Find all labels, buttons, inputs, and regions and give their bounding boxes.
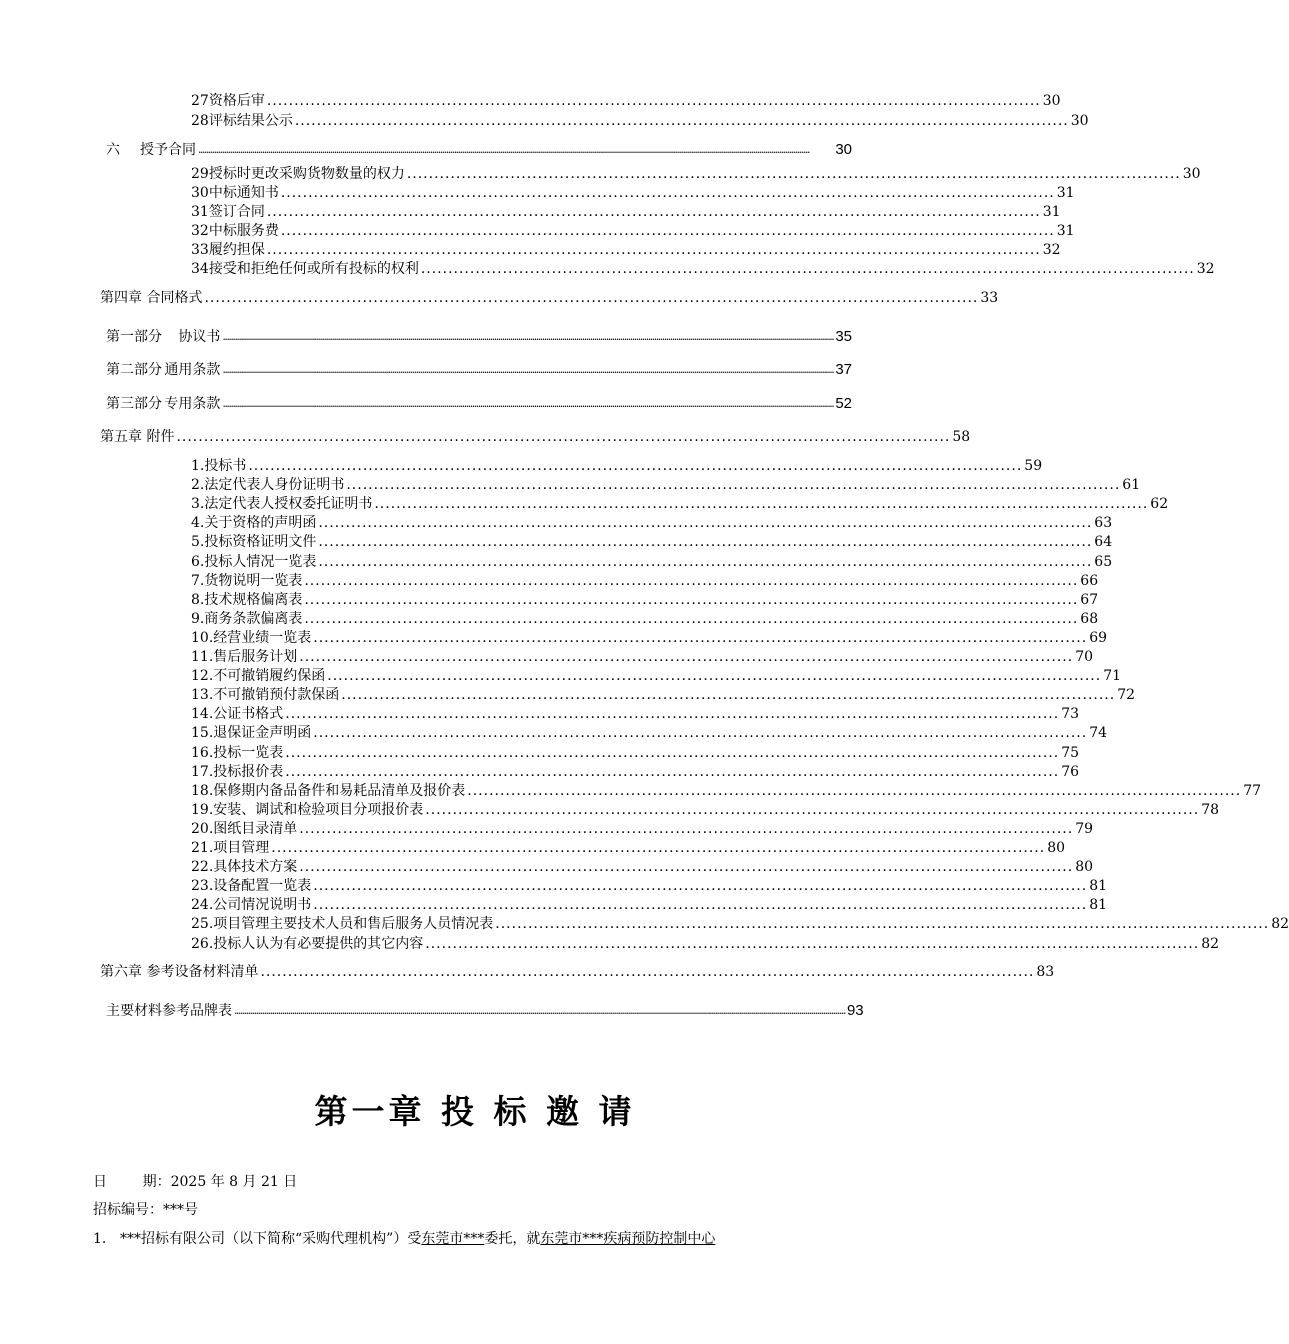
tender-number-value: ***号 xyxy=(163,1202,198,1218)
toc-title: 技术规格偏离表 xyxy=(204,592,303,608)
toc-number: 19. xyxy=(191,802,214,818)
leader-dots: .............................................................................................................................................. xyxy=(420,261,1195,277)
toc-title: 图纸目录清单 xyxy=(213,821,298,837)
toc-number: 4. xyxy=(191,515,205,531)
toc-entry[interactable] xyxy=(191,763,1080,781)
leader-dots: .............................................................................................................................................. xyxy=(299,859,1074,875)
toc-title: 法定代表人身份证明书 xyxy=(204,477,345,493)
toc-entry[interactable] xyxy=(191,533,1113,551)
date-label: 日 期： xyxy=(93,1174,171,1190)
toc-page: 69 xyxy=(1089,630,1108,646)
toc-page: 82 xyxy=(1271,916,1289,932)
toc-title: 公证书格式 xyxy=(213,706,284,722)
toc-number: 23. xyxy=(191,878,214,894)
toc-number: 28 xyxy=(191,113,209,129)
leader-dots: .............................................................................................................................................. xyxy=(280,223,1055,239)
leader-dots: .............................................................................................................................................. xyxy=(318,554,1093,570)
toc-page: 82 xyxy=(1201,936,1220,952)
toc-number: 13. xyxy=(191,687,214,703)
toc-number: 17. xyxy=(191,764,214,780)
paragraph-number: 1. xyxy=(93,1231,107,1247)
toc-number: 8. xyxy=(191,592,205,608)
toc-page: 52 xyxy=(835,395,852,412)
toc-title: 第五章 附件 xyxy=(100,429,175,445)
toc-number: 25. xyxy=(191,916,214,932)
toc-number: 16. xyxy=(191,745,214,761)
tender-number-line xyxy=(93,1200,198,1220)
toc-entry[interactable] xyxy=(191,260,1215,278)
toc-entry[interactable] xyxy=(191,241,1061,259)
leader-dots: .............................................................................................................................................. xyxy=(327,668,1102,684)
toc-page: 81 xyxy=(1089,878,1108,894)
toc-page: 78 xyxy=(1201,802,1220,818)
toc-title: 第四章 合同格式 xyxy=(100,290,203,306)
toc-title: 资格后审 xyxy=(208,93,265,109)
leader-dots: .............................................................................................................................................. xyxy=(467,783,1242,799)
toc-entry[interactable] xyxy=(191,514,1113,532)
leader-dots: .............................................................................................................................................. xyxy=(285,706,1060,722)
toc-page: 31 xyxy=(1042,204,1061,220)
toc-section[interactable] xyxy=(106,395,852,413)
toc-number: 26. xyxy=(191,936,214,952)
toc-entry[interactable] xyxy=(191,184,1075,202)
toc-title: 履约担保 xyxy=(208,242,265,258)
leader-dots: .............................................................................................................................................. xyxy=(341,687,1116,703)
toc-page: 62 xyxy=(1150,496,1169,512)
leader-dots: .............................................................................................................................................. xyxy=(304,592,1079,608)
toc-number: 22. xyxy=(191,859,214,875)
toc-title: 接受和拒绝任何或所有投标的权利 xyxy=(208,261,419,277)
toc-page: 74 xyxy=(1089,725,1108,741)
toc-number: 30 xyxy=(191,185,209,201)
toc-title: 中标服务费 xyxy=(208,223,279,239)
toc-title: 通用条款 xyxy=(164,362,221,378)
toc-page: 93 xyxy=(846,1002,864,1019)
leader-dots: .............................................................................................................................................. xyxy=(248,458,1023,474)
toc-number: 32 xyxy=(191,223,209,239)
toc-entry[interactable] xyxy=(191,476,1141,494)
toc-entry[interactable] xyxy=(191,610,1099,628)
leader-dots: .............................................................................................................................................. xyxy=(318,515,1093,531)
toc-number: 六 xyxy=(106,142,120,158)
toc-entry[interactable] xyxy=(191,705,1080,723)
toc-title: 主要材料参考品牌表 xyxy=(106,1003,232,1019)
toc-title: 安装、调试和检验项目分项报价表 xyxy=(213,802,424,818)
toc-title: 项目管理主要技术人员和售后服务人员情况表 xyxy=(213,916,494,932)
toc-entry[interactable] xyxy=(191,896,1108,914)
paragraph-1 xyxy=(93,1229,715,1249)
toc-title: 协议书 xyxy=(178,329,221,345)
leader-dots: .............................................................................................................................................. xyxy=(318,534,1093,550)
toc-title: 签订合同 xyxy=(208,204,265,220)
leader-dots: .............................................................................................................................................. xyxy=(280,185,1055,201)
toc-page: 37 xyxy=(835,361,852,378)
leader-dots: .............................................................................................................................................. xyxy=(304,573,1079,589)
toc-number: 21. xyxy=(191,840,214,856)
leader-dots: .............................................................................................................................................. xyxy=(346,477,1121,493)
toc-page: 83 xyxy=(1036,964,1055,980)
toc-title: 不可撤销预付款保函 xyxy=(213,687,340,703)
toc-title: 退保证金声明函 xyxy=(213,725,312,741)
toc-entry[interactable] xyxy=(191,686,1136,704)
toc-page: 72 xyxy=(1117,687,1136,703)
leader-dots: .............................................................................................................................................. xyxy=(176,429,951,445)
toc-page: 63 xyxy=(1094,515,1113,531)
toc-title: 法定代表人授权委托证明书 xyxy=(204,496,373,512)
toc-title: 投标一览表 xyxy=(213,745,284,761)
toc-number: 24. xyxy=(191,897,214,913)
toc-entry[interactable] xyxy=(191,801,1220,819)
toc-number: 第三部分 xyxy=(106,396,162,412)
toc-section[interactable] xyxy=(106,141,852,159)
toc-number: 9. xyxy=(191,611,205,627)
toc-title: 货物说明一览表 xyxy=(204,573,303,589)
toc-entry[interactable] xyxy=(191,724,1108,742)
leader-dots: .............................................................................................................................................. xyxy=(313,630,1088,646)
toc-title: 投标书 xyxy=(204,458,247,474)
toc-entry[interactable] xyxy=(191,629,1108,647)
paragraph-text: 委托，就 xyxy=(484,1231,541,1247)
toc-number: 10. xyxy=(191,630,214,646)
leader-dots: .............................................................................................................................................. xyxy=(260,964,1035,980)
leader-dots: .............................................................................................................................................. xyxy=(313,897,1088,913)
toc-entry[interactable] xyxy=(191,648,1094,666)
toc-number: 27 xyxy=(191,93,209,109)
leader-dots: .............................................................................................................................................. xyxy=(271,840,1046,856)
toc-page: 80 xyxy=(1047,840,1066,856)
leader-dots: .............................................................................................................................................. xyxy=(266,93,1041,109)
toc-number: 29 xyxy=(191,166,209,182)
leader-dots: .............................................................................................................................................. xyxy=(299,821,1074,837)
leader-dots: .............................................................................................................................................. xyxy=(313,725,1088,741)
toc-entry[interactable] xyxy=(191,667,1122,685)
toc-title: 第六章 参考设备材料清单 xyxy=(100,964,259,980)
toc-page: 81 xyxy=(1089,897,1108,913)
toc-page: 30 xyxy=(1182,166,1201,182)
project-owner-link: 东莞市***疾病预防控制中心 xyxy=(540,1231,716,1247)
toc-page: 64 xyxy=(1094,534,1113,550)
leader-dots: .............................................................................................................................................. xyxy=(313,878,1088,894)
toc-page: 79 xyxy=(1075,821,1094,837)
toc-page: 68 xyxy=(1080,611,1099,627)
toc-page: 30 xyxy=(1042,93,1061,109)
toc-title: 评标结果公示 xyxy=(208,113,293,129)
toc-page: 61 xyxy=(1122,477,1141,493)
toc-number: 7. xyxy=(191,573,205,589)
toc-entry[interactable] xyxy=(191,572,1099,590)
toc-title: 商务条款偏离表 xyxy=(204,611,303,627)
date-line xyxy=(93,1172,297,1192)
leader-dots: .................................................................................................................................................................................................................................................................................................................. xyxy=(198,143,809,156)
leader-dots: .............................................................................................................................................. xyxy=(294,113,1069,129)
leader-dots: .............................................................................................................................................. xyxy=(299,649,1074,665)
toc-title: 授标时更改采购货物数量的权力 xyxy=(208,166,405,182)
toc-page: 75 xyxy=(1061,745,1080,761)
toc-page: 73 xyxy=(1061,706,1080,722)
toc-entry[interactable] xyxy=(191,112,1089,130)
toc-title: 投标报价表 xyxy=(213,764,284,780)
toc-entry[interactable] xyxy=(191,165,1201,183)
toc-number: 31 xyxy=(191,204,209,220)
leader-dots: .............................................................................................................................................. xyxy=(285,764,1060,780)
toc-page: 35 xyxy=(835,328,852,345)
toc-title: 不可撤销履约保函 xyxy=(213,668,326,684)
toc-page: 65 xyxy=(1094,554,1113,570)
toc-title: 经营业绩一览表 xyxy=(213,630,312,646)
toc-title: 投标资格证明文件 xyxy=(204,534,317,550)
toc-page: 33 xyxy=(980,290,999,306)
toc-entry[interactable] xyxy=(191,935,1220,953)
toc-page: 76 xyxy=(1061,764,1080,780)
toc-entry[interactable] xyxy=(191,858,1094,876)
toc-title: 授予合同 xyxy=(140,142,196,158)
toc-entry[interactable] xyxy=(191,222,1075,240)
toc-number: 第二部分 xyxy=(106,362,162,378)
toc-entry[interactable] xyxy=(191,839,1066,857)
toc-chapter[interactable] xyxy=(100,963,1055,981)
toc-entry[interactable] xyxy=(191,203,1061,221)
toc-number: 6. xyxy=(191,554,205,570)
toc-number: 11. xyxy=(191,649,214,665)
toc-number: 33 xyxy=(191,242,209,258)
toc-title: 具体技术方案 xyxy=(213,859,298,875)
toc-title: 投标人情况一览表 xyxy=(204,554,317,570)
leader-dots: .............................................................................................................................................. xyxy=(304,611,1079,627)
toc-number: 第一部分 xyxy=(106,329,162,345)
toc-page: 59 xyxy=(1024,458,1043,474)
toc-number: 3. xyxy=(191,496,205,512)
toc-page: 31 xyxy=(1056,223,1075,239)
toc-entry[interactable] xyxy=(191,744,1080,762)
date-value: 2025 年 8 月 21 日 xyxy=(170,1174,298,1190)
toc-number: 15. xyxy=(191,725,214,741)
leader-dots: .................................................................................................................................................................................................................................................................................................................. xyxy=(234,1004,845,1017)
leader-dots: .................................................................................................................................................................................................................................................................................................................. xyxy=(222,330,834,343)
toc-page: 58 xyxy=(952,429,971,445)
toc-entry[interactable] xyxy=(191,591,1099,609)
toc-page: 80 xyxy=(1075,859,1094,875)
toc-chapter[interactable] xyxy=(100,289,999,307)
toc-entry[interactable] xyxy=(191,877,1108,895)
toc-chapter[interactable] xyxy=(100,428,971,446)
leader-dots: .............................................................................................................................................. xyxy=(285,745,1060,761)
toc-entry[interactable] xyxy=(191,457,1043,475)
toc-page: 70 xyxy=(1075,649,1094,665)
toc-title: 专用条款 xyxy=(164,396,221,412)
toc-page: 66 xyxy=(1080,573,1099,589)
toc-section[interactable] xyxy=(106,328,852,346)
toc-page: 77 xyxy=(1243,783,1262,799)
toc-title: 设备配置一览表 xyxy=(213,878,312,894)
leader-dots: .............................................................................................................................................. xyxy=(406,166,1181,182)
leader-dots: .............................................................................................................................................. xyxy=(425,936,1200,952)
chapter-title: 第一章 投 标 邀 请 xyxy=(314,1092,636,1131)
leader-dots: .............................................................................................................................................. xyxy=(266,242,1041,258)
leader-dots: .................................................................................................................................................................................................................................................................................................................. xyxy=(222,397,834,410)
leader-dots: .............................................................................................................................................. xyxy=(374,496,1149,512)
leader-dots: .............................................................................................................................................. xyxy=(204,290,979,306)
toc-page: 31 xyxy=(1056,185,1075,201)
leader-dots: .............................................................................................................................................. xyxy=(495,916,1270,932)
toc-number: 12. xyxy=(191,668,214,684)
toc-entry[interactable] xyxy=(191,92,1061,110)
toc-entry[interactable] xyxy=(191,495,1169,513)
toc-title: 售后服务计划 xyxy=(213,649,298,665)
toc-title: 投标人认为有必要提供的其它内容 xyxy=(213,936,424,952)
toc-number: 34 xyxy=(191,261,209,277)
paragraph-text: ***招标有限公司（以下简称“采购代理机构”）受 xyxy=(120,1231,422,1247)
toc-entry[interactable] xyxy=(191,782,1262,800)
toc-title: 保修期内备品备件和易耗品清单及报价表 xyxy=(213,783,466,799)
toc-number: 14. xyxy=(191,706,214,722)
toc-number: 18. xyxy=(191,783,214,799)
toc-page: 71 xyxy=(1103,668,1122,684)
toc-page: 30 xyxy=(1070,113,1089,129)
toc-section[interactable] xyxy=(106,361,852,379)
toc-title: 项目管理 xyxy=(213,840,270,856)
toc-title: 中标通知书 xyxy=(208,185,279,201)
toc-section[interactable] xyxy=(106,1002,864,1020)
toc-entry[interactable] xyxy=(191,553,1113,571)
toc-number: 1. xyxy=(191,458,205,474)
toc-number: 5. xyxy=(191,534,205,550)
leader-dots: .............................................................................................................................................. xyxy=(425,802,1200,818)
toc-title: 关于资格的声明函 xyxy=(204,515,317,531)
leader-dots: .............................................................................................................................................. xyxy=(266,204,1041,220)
toc-page: 67 xyxy=(1080,592,1099,608)
toc-page: 32 xyxy=(1042,242,1061,258)
tender-number-label: 招标编号： xyxy=(93,1202,163,1218)
toc-number: 2. xyxy=(191,477,205,493)
leader-dots: .................................................................................................................................................................................................................................................................................................................. xyxy=(222,363,834,376)
toc-entry[interactable] xyxy=(191,820,1094,838)
toc-number: 20. xyxy=(191,821,214,837)
client-link: 东莞市*** xyxy=(421,1231,485,1247)
toc-page: 30 xyxy=(835,141,852,158)
toc-title: 公司情况说明书 xyxy=(213,897,312,913)
toc-page: 32 xyxy=(1196,261,1215,277)
toc-entry[interactable] xyxy=(191,915,1289,933)
